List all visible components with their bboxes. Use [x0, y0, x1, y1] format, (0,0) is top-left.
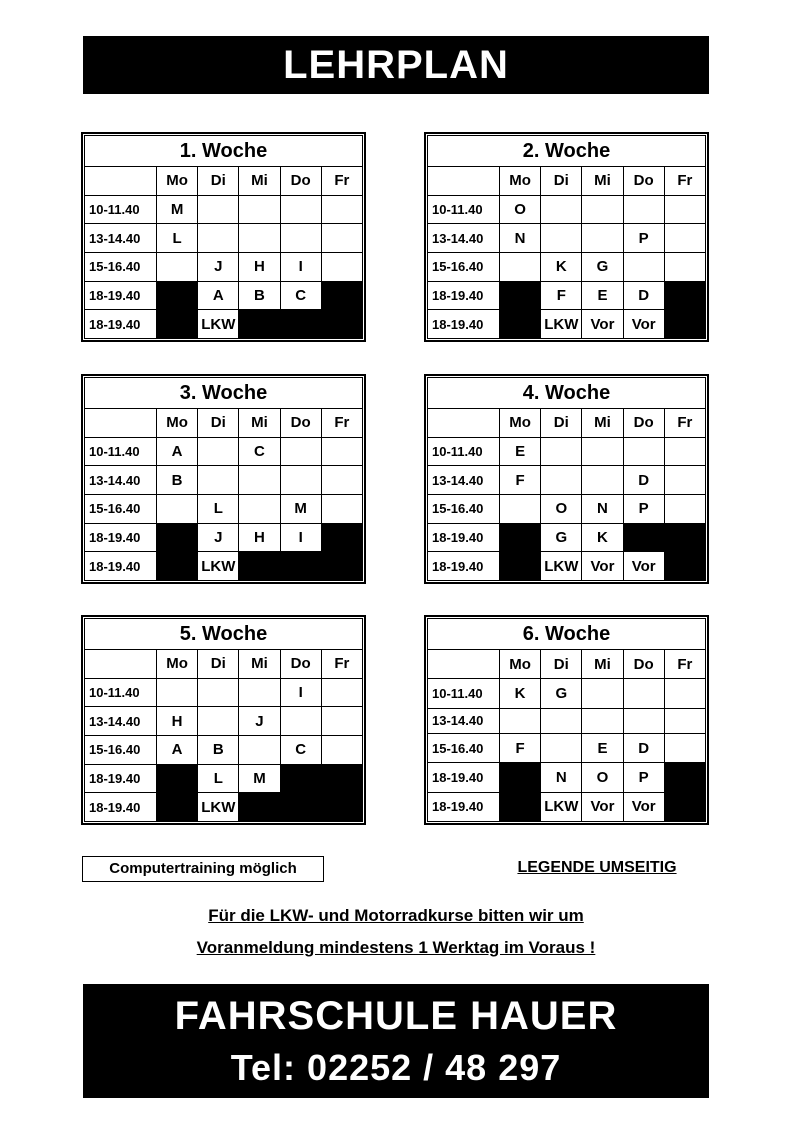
time-slot-label: 15-16.40 [85, 494, 157, 523]
blocked-cell [500, 523, 541, 552]
day-header: Do [623, 409, 664, 438]
time-slot-row [85, 437, 363, 466]
blocked-cell [500, 281, 541, 310]
day-header: Fr [664, 650, 705, 679]
time-slot-label: 18-19.40 [85, 793, 157, 822]
computer-training-note: Computertraining möglich [82, 856, 324, 882]
lesson-cell: I [280, 252, 321, 281]
day-header: Do [280, 650, 321, 679]
week-6-schedule [424, 615, 709, 825]
header-corner [85, 409, 157, 438]
blocked-cell [280, 793, 321, 822]
time-slot-row [85, 523, 363, 552]
blocked-cell [280, 764, 321, 793]
day-header: Mo [157, 167, 198, 196]
day-header: Mo [500, 650, 541, 679]
lesson-cell: L [198, 764, 239, 793]
blocked-cell [321, 523, 362, 552]
lesson-cell [239, 678, 280, 707]
lesson-cell [664, 466, 705, 495]
week-2-schedule [424, 132, 709, 342]
lesson-cell [321, 494, 362, 523]
time-slot-row [85, 678, 363, 707]
schedule-table [427, 377, 706, 581]
header-corner [428, 409, 500, 438]
lesson-cell [280, 437, 321, 466]
notice-line-1: Für die LKW- und Motorradkurse bitten wir um [208, 906, 584, 925]
lesson-cell [198, 707, 239, 736]
lesson-cell: Vor [582, 310, 623, 339]
lesson-cell: J [198, 252, 239, 281]
lesson-cell [664, 195, 705, 224]
blocked-cell [321, 281, 362, 310]
time-slot-row [85, 466, 363, 495]
header-corner [428, 167, 500, 196]
day-header: Do [280, 409, 321, 438]
legend-note: LEGENDE UMSEITIG [517, 859, 677, 876]
lesson-cell [239, 195, 280, 224]
blocked-cell [157, 552, 198, 581]
lesson-cell [664, 494, 705, 523]
time-slot-label: 18-19.40 [428, 310, 500, 339]
lesson-cell: LKW [541, 552, 582, 581]
blocked-cell [664, 763, 705, 792]
lesson-cell: Vor [582, 552, 623, 581]
lesson-cell: J [239, 707, 280, 736]
time-slot-label: 18-19.40 [85, 552, 157, 581]
time-slot-row [428, 437, 706, 466]
lesson-cell [500, 708, 541, 734]
lesson-cell [198, 678, 239, 707]
day-header: Mo [500, 409, 541, 438]
lesson-cell: Vor [582, 792, 623, 821]
blocked-cell [664, 281, 705, 310]
time-slot-row [85, 552, 363, 581]
lesson-cell: LKW [541, 310, 582, 339]
schedule-table [427, 618, 706, 822]
blocked-cell [321, 310, 362, 339]
time-slot-label: 13-14.40 [428, 708, 500, 734]
lesson-cell [664, 437, 705, 466]
lesson-cell: L [157, 224, 198, 253]
blocked-cell [623, 523, 664, 552]
lesson-cell [280, 224, 321, 253]
week-5-schedule [81, 615, 366, 825]
lesson-cell: H [157, 707, 198, 736]
time-slot-label: 18-19.40 [85, 281, 157, 310]
time-slot-label: 18-19.40 [428, 792, 500, 821]
schedule-table [84, 135, 363, 339]
time-slot-label: 18-19.40 [428, 281, 500, 310]
time-slot-label: 18-19.40 [428, 552, 500, 581]
time-slot-row [428, 552, 706, 581]
day-header: Di [198, 167, 239, 196]
day-header: Fr [321, 650, 362, 679]
lesson-cell: P [623, 763, 664, 792]
lesson-cell [157, 252, 198, 281]
time-slot-row [428, 763, 706, 792]
lesson-cell [623, 708, 664, 734]
blocked-cell [664, 552, 705, 581]
lesson-cell: F [500, 734, 541, 763]
schedule-table [427, 135, 706, 339]
blocked-cell [664, 523, 705, 552]
lesson-cell: I [280, 523, 321, 552]
lesson-cell [541, 195, 582, 224]
time-slot-row [85, 494, 363, 523]
lesson-cell: C [280, 281, 321, 310]
lesson-cell [623, 195, 664, 224]
lesson-cell: B [198, 735, 239, 764]
day-header: Fr [664, 167, 705, 196]
lesson-cell: N [500, 224, 541, 253]
lesson-cell: G [582, 252, 623, 281]
lesson-cell [541, 224, 582, 253]
day-header: Mi [582, 167, 623, 196]
lesson-cell: P [623, 494, 664, 523]
lesson-cell [198, 437, 239, 466]
week-title: 4. Woche [428, 378, 706, 409]
lesson-cell [321, 466, 362, 495]
week-title: 3. Woche [85, 378, 363, 409]
time-slot-row [428, 708, 706, 734]
time-slot-row [428, 792, 706, 821]
time-slot-row [428, 466, 706, 495]
time-slot-row [85, 195, 363, 224]
lesson-cell: L [198, 494, 239, 523]
lesson-cell [239, 494, 280, 523]
time-slot-row [85, 735, 363, 764]
lesson-cell [623, 437, 664, 466]
time-slot-label: 15-16.40 [428, 734, 500, 763]
lesson-cell: E [500, 437, 541, 466]
lesson-cell [500, 252, 541, 281]
header-corner [85, 167, 157, 196]
day-header: Fr [664, 409, 705, 438]
lesson-cell [280, 466, 321, 495]
lesson-cell: H [239, 252, 280, 281]
lesson-cell [541, 466, 582, 495]
page-title: LEHRPLAN [83, 36, 709, 94]
lesson-cell: G [541, 679, 582, 708]
lesson-cell: O [541, 494, 582, 523]
time-slot-label: 10-11.40 [428, 679, 500, 708]
lesson-cell: LKW [198, 310, 239, 339]
lesson-cell [198, 195, 239, 224]
time-slot-row [428, 310, 706, 339]
lesson-cell: Vor [623, 310, 664, 339]
lesson-cell [157, 678, 198, 707]
blocked-cell [157, 281, 198, 310]
blocked-cell [239, 793, 280, 822]
blocked-cell [157, 764, 198, 793]
lesson-cell: C [280, 735, 321, 764]
lesson-cell: N [541, 763, 582, 792]
time-slot-label: 13-14.40 [85, 224, 157, 253]
lesson-cell [198, 466, 239, 495]
time-slot-row [85, 764, 363, 793]
lesson-cell [541, 437, 582, 466]
blocked-cell [321, 552, 362, 581]
blocked-cell [321, 793, 362, 822]
time-slot-row [85, 281, 363, 310]
header-corner [428, 650, 500, 679]
day-header: Mi [239, 650, 280, 679]
day-header: Mi [239, 409, 280, 438]
time-slot-row [428, 523, 706, 552]
week-title: 2. Woche [428, 136, 706, 167]
lesson-cell [623, 679, 664, 708]
lesson-cell: K [582, 523, 623, 552]
lesson-cell [239, 224, 280, 253]
lesson-cell [500, 494, 541, 523]
time-slot-row [85, 707, 363, 736]
lesson-cell: Vor [623, 552, 664, 581]
lesson-cell: M [239, 764, 280, 793]
lesson-cell: M [157, 195, 198, 224]
week-4-schedule [424, 374, 709, 584]
time-slot-label: 15-16.40 [85, 735, 157, 764]
lesson-cell [198, 224, 239, 253]
lesson-cell: O [582, 763, 623, 792]
lesson-cell [321, 224, 362, 253]
time-slot-label: 10-11.40 [85, 678, 157, 707]
time-slot-label: 10-11.40 [428, 437, 500, 466]
blocked-cell [157, 793, 198, 822]
time-slot-row [428, 224, 706, 253]
time-slot-label: 18-19.40 [85, 764, 157, 793]
time-slot-label: 13-14.40 [428, 224, 500, 253]
lesson-cell: LKW [541, 792, 582, 821]
week-title: 6. Woche [428, 619, 706, 650]
lesson-cell: D [623, 734, 664, 763]
blocked-cell [500, 310, 541, 339]
lesson-cell: H [239, 523, 280, 552]
day-header: Mo [157, 409, 198, 438]
lesson-cell [157, 494, 198, 523]
blocked-cell [321, 764, 362, 793]
week-title: 5. Woche [85, 619, 363, 650]
blocked-cell [239, 552, 280, 581]
lesson-cell [664, 708, 705, 734]
lesson-cell: G [541, 523, 582, 552]
lesson-cell [664, 734, 705, 763]
time-slot-row [428, 679, 706, 708]
blocked-cell [500, 552, 541, 581]
time-slot-row [85, 310, 363, 339]
day-header: Mo [157, 650, 198, 679]
day-header: Fr [321, 167, 362, 196]
blocked-cell [500, 792, 541, 821]
lesson-cell [321, 678, 362, 707]
lesson-cell [321, 707, 362, 736]
time-slot-label: 18-19.40 [85, 310, 157, 339]
time-slot-row [428, 494, 706, 523]
day-header: Do [623, 167, 664, 196]
lesson-cell: B [157, 466, 198, 495]
lesson-cell: K [500, 679, 541, 708]
lesson-cell [541, 734, 582, 763]
lesson-cell [321, 195, 362, 224]
lesson-cell: A [198, 281, 239, 310]
lesson-cell [582, 437, 623, 466]
time-slot-row [428, 252, 706, 281]
lesson-cell [664, 224, 705, 253]
lesson-cell [239, 735, 280, 764]
lesson-cell [664, 679, 705, 708]
lesson-cell [582, 679, 623, 708]
week-3-schedule [81, 374, 366, 584]
blocked-cell [157, 523, 198, 552]
blocked-cell [664, 310, 705, 339]
lesson-cell: O [500, 195, 541, 224]
lesson-cell: A [157, 437, 198, 466]
week-title: 1. Woche [85, 136, 363, 167]
schedule-table [84, 377, 363, 581]
lesson-cell: D [623, 281, 664, 310]
time-slot-row [85, 252, 363, 281]
day-header: Mi [239, 167, 280, 196]
notice-line-2: Voranmeldung mindestens 1 Werktag im Voraus ! [196, 938, 596, 957]
lesson-cell: C [239, 437, 280, 466]
schedule-table [84, 618, 363, 822]
lesson-cell [239, 466, 280, 495]
day-header: Di [541, 650, 582, 679]
lesson-cell [623, 252, 664, 281]
lesson-cell: Vor [623, 792, 664, 821]
blocked-cell [280, 552, 321, 581]
day-header: Mi [582, 650, 623, 679]
lesson-cell [582, 195, 623, 224]
day-header: Fr [321, 409, 362, 438]
day-header: Di [198, 409, 239, 438]
lesson-cell [321, 735, 362, 764]
lesson-cell: J [198, 523, 239, 552]
time-slot-row [428, 734, 706, 763]
lesson-cell [321, 437, 362, 466]
day-header: Do [623, 650, 664, 679]
lesson-cell: E [582, 734, 623, 763]
time-slot-label: 18-19.40 [428, 763, 500, 792]
time-slot-label: 18-19.40 [428, 523, 500, 552]
lesson-cell [541, 708, 582, 734]
blocked-cell [157, 310, 198, 339]
time-slot-label: 15-16.40 [428, 252, 500, 281]
school-name: FAHRSCHULE HAUER [174, 994, 618, 1038]
footer-banner [83, 984, 709, 1098]
lesson-cell: I [280, 678, 321, 707]
time-slot-row [85, 224, 363, 253]
day-header: Di [541, 409, 582, 438]
lesson-cell: D [623, 466, 664, 495]
blocked-cell [664, 792, 705, 821]
time-slot-row [428, 195, 706, 224]
day-header: Do [280, 167, 321, 196]
day-header: Mi [582, 409, 623, 438]
time-slot-label: 10-11.40 [428, 195, 500, 224]
week-1-schedule [81, 132, 366, 342]
day-header: Mo [500, 167, 541, 196]
lesson-cell [321, 252, 362, 281]
lesson-cell: N [582, 494, 623, 523]
lesson-cell [582, 466, 623, 495]
phone-number: Tel: 02252 / 48 297 [230, 1047, 562, 1088]
blocked-cell [280, 310, 321, 339]
time-slot-label: 15-16.40 [428, 494, 500, 523]
blocked-cell [500, 763, 541, 792]
lesson-cell [582, 708, 623, 734]
lesson-cell: F [500, 466, 541, 495]
lesson-cell: P [623, 224, 664, 253]
time-slot-row [85, 793, 363, 822]
lesson-cell: M [280, 494, 321, 523]
time-slot-label: 13-14.40 [428, 466, 500, 495]
lesson-cell [582, 224, 623, 253]
lesson-cell: F [541, 281, 582, 310]
day-header: Di [198, 650, 239, 679]
lesson-cell: E [582, 281, 623, 310]
lesson-cell [280, 707, 321, 736]
time-slot-label: 15-16.40 [85, 252, 157, 281]
time-slot-label: 13-14.40 [85, 707, 157, 736]
day-header: Di [541, 167, 582, 196]
lesson-cell: LKW [198, 793, 239, 822]
time-slot-label: 10-11.40 [85, 437, 157, 466]
lesson-cell [280, 195, 321, 224]
time-slot-row [428, 281, 706, 310]
time-slot-label: 13-14.40 [85, 466, 157, 495]
blocked-cell [239, 310, 280, 339]
time-slot-label: 10-11.40 [85, 195, 157, 224]
lesson-cell: K [541, 252, 582, 281]
time-slot-label: 18-19.40 [85, 523, 157, 552]
lesson-cell: LKW [198, 552, 239, 581]
header-corner [85, 650, 157, 679]
lesson-cell: B [239, 281, 280, 310]
lesson-cell: A [157, 735, 198, 764]
lesson-cell [664, 252, 705, 281]
